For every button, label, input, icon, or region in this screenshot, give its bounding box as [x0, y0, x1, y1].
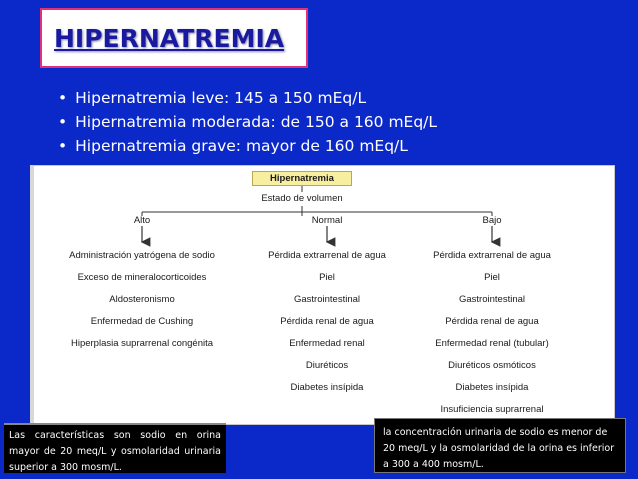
title-box: [40, 8, 308, 68]
slide-title: HIPERNATREMIA: [54, 23, 285, 53]
normal-item: Pérdida renal de agua: [280, 316, 374, 327]
column-label-bajo: Bajo: [482, 215, 502, 226]
alto-item: Exceso de mineralocorticoides: [77, 272, 207, 283]
normal-item: Diabetes insípida: [290, 382, 364, 393]
bullet-list: [58, 86, 618, 158]
alto-item: Administración yatrógena de sodio: [69, 250, 215, 261]
normal-item: Pérdida extrarrenal de agua: [268, 250, 386, 261]
diagram-subtitle: Estado de volumen: [261, 193, 343, 204]
bajo-item: Pérdida renal de agua: [445, 316, 539, 327]
diagram-root: Hipernatremia: [252, 171, 352, 186]
alto-item: Hiperplasia suprarrenal congénita: [70, 338, 214, 349]
column-label-normal: Normal: [311, 215, 343, 226]
note-high-volume: Las características son sodio en orina mayor de 20 meq/L y osmolaridad urinaria superior a 300 mosm/L.: [4, 423, 226, 473]
alto-item: Aldosteronismo: [109, 294, 175, 305]
bajo-item: Enfermedad renal (tubular): [435, 338, 549, 349]
alto-item: Enfermedad de Cushing: [90, 316, 194, 327]
bajo-item: Insuficiencia suprarrenal: [440, 404, 544, 415]
note-low-volume: la concentración urinaria de sodio es menor de 20 meq/L y la osmolaridad de la orina es inferior a 300 a 400 mosm/L.: [374, 418, 626, 473]
hypernatremia-diagram: [30, 165, 615, 425]
normal-item: Gastrointestinal: [293, 294, 361, 305]
bullet-moderada: • Hipernatremia moderada: de 150 a 160 mEq/L: [58, 110, 618, 134]
normal-item: Enfermedad renal: [289, 338, 365, 349]
normal-item: Diuréticos: [305, 360, 349, 371]
bullet-leve: • Hipernatremia leve: 145 a 150 mEq/L: [58, 86, 618, 110]
bullet-grave: • Hipernatremia grave: mayor de 160 mEq/L: [58, 134, 618, 158]
bajo-item: Diabetes insípida: [455, 382, 529, 393]
normal-item: Piel: [319, 272, 335, 283]
bajo-item: Pérdida extrarrenal de agua: [433, 250, 551, 261]
bajo-item: Diuréticos osmóticos: [448, 360, 536, 371]
bajo-item: Gastrointestinal: [458, 294, 526, 305]
column-label-alto: Alto: [133, 215, 151, 226]
bajo-item: Piel: [484, 272, 500, 283]
